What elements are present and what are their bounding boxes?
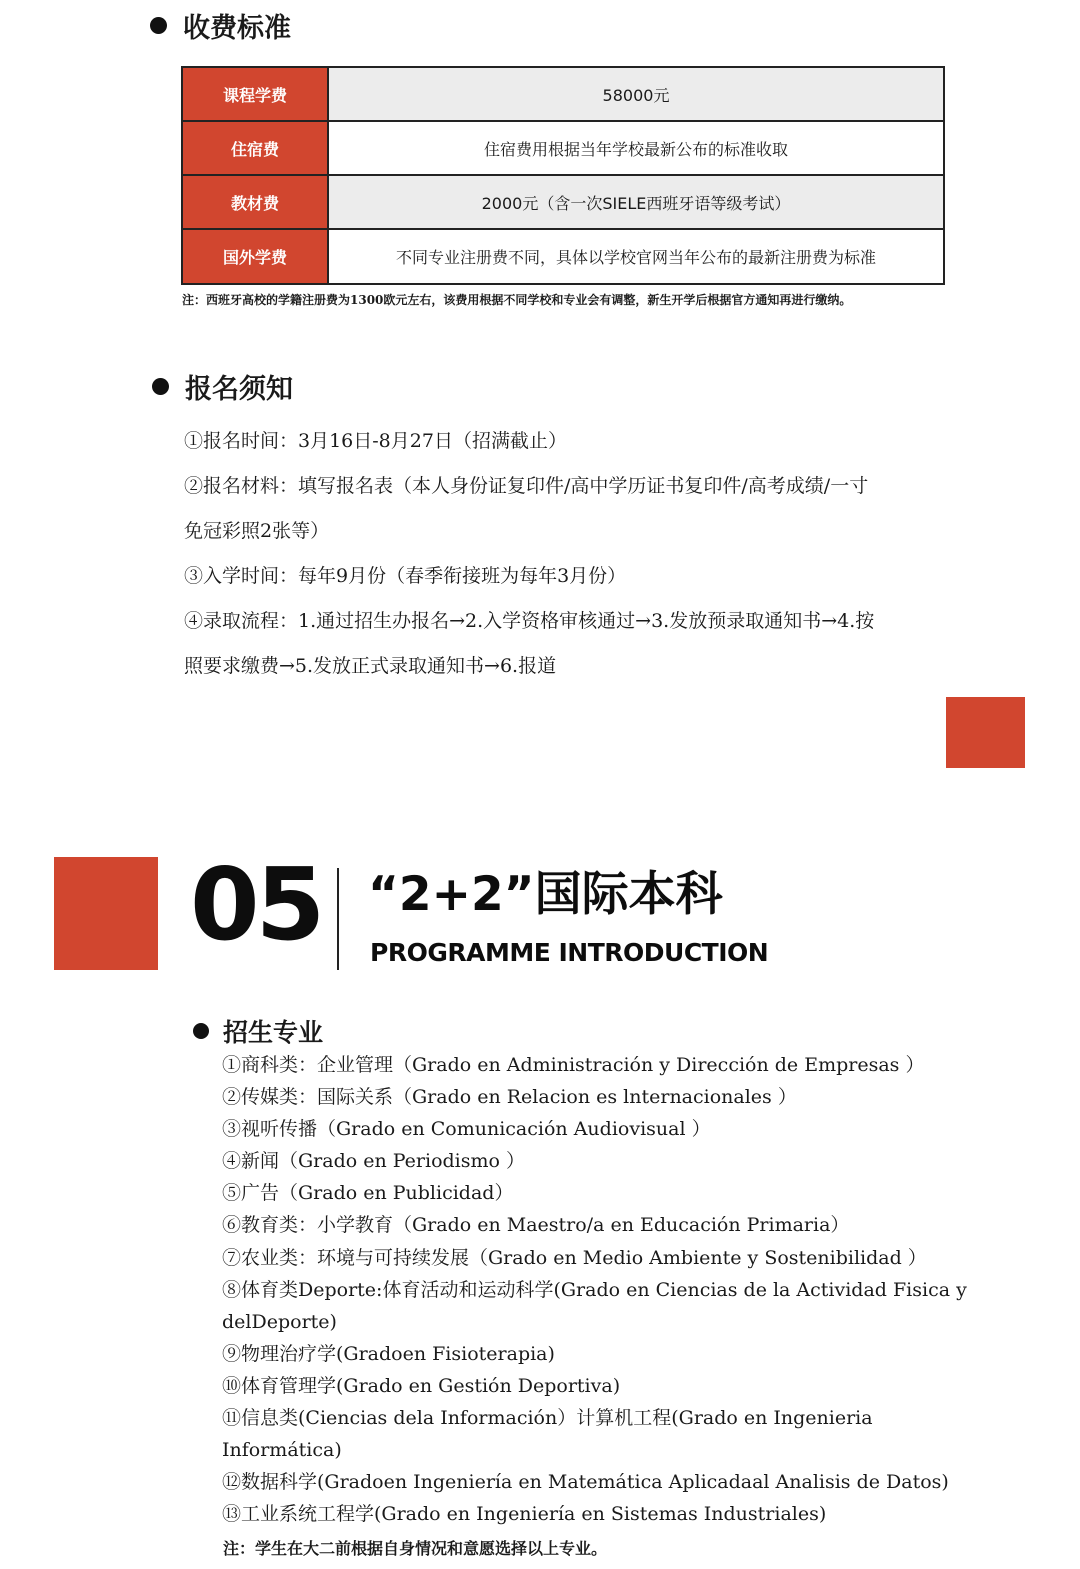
bullet-icon	[152, 378, 169, 395]
major-item: ②传媒类：国际关系（Grado en Relacion es lnternacionales ）	[222, 1086, 797, 1109]
fee-row	[183, 176, 943, 230]
fee-value: 住宿费用根据当年学校最新公布的标准收取	[483, 139, 788, 159]
registration-line: ②报名材料：填写报名表（本人身份证复印件/高中学历证书复印件/高考成绩/一寸	[184, 475, 869, 497]
registration-heading-text: 报名须知	[185, 374, 293, 405]
major-item: ⑨物理治疗学(Gradoen Fisioterapia)	[222, 1342, 555, 1365]
fees-heading-text: 收费标准	[183, 13, 291, 44]
major-item: ⑤广告（Grado en Publicidad）	[222, 1182, 514, 1205]
fee-value: 2000元（含一次SIELE西班牙语等级考试）	[329, 176, 943, 228]
registration-line: ③入学时间：每年9月份（春季衔接班为每年3月份）	[184, 565, 627, 587]
major-item: ⑧体育类Deporte:体育活动和运动科学(Grado en Ciencias de la Actividad Fisica y delDeporte)	[222, 1278, 967, 1333]
decor-block-right	[946, 697, 1025, 768]
major-item: ①商科类：企业管理（Grado en Administración y Dirección de Empresas ）	[222, 1054, 925, 1076]
fee-note: 注：西班牙高校的学籍注册费为1300欧元左右，该费用根据不同学校和专业会有调整，新生开学后根据官方通知再进行缴纳。	[182, 293, 852, 307]
major-list	[222, 1049, 982, 1530]
major-item: ③视听传播（Grado en Comunicación Audiovisual ）	[222, 1118, 711, 1141]
major-item: ⑥教育类：小学教育（Grado en Maestro/a en Educación Primaria）	[222, 1214, 850, 1237]
registration-heading	[152, 367, 293, 406]
registration-line: 免冠彩照2张等）	[184, 520, 330, 542]
major-item: ⑦农业类：环境与可持续发展（Grado en Medio Ambiente y Sostenibilidad ）	[222, 1246, 927, 1269]
major-item: ⑬工业系统工程学(Grado en Ingeniería en Sistemas Industriales)	[222, 1503, 827, 1526]
majors-heading-text: 招生专业	[223, 1018, 324, 1047]
fee-row	[183, 230, 943, 283]
fee-value: 不同专业注册费不同，具体以学校官网当年公布的最新注册费为标准	[395, 248, 876, 267]
fee-label: 国外学费	[183, 230, 329, 283]
registration-line: ④录取流程：1.通过招生办报名→2.入学资格审核通过→3.发放预录取通知书→4.按	[184, 610, 875, 632]
fee-label: 教材费	[183, 176, 329, 228]
registration-line: 照要求缴费→5.发放正式录取通知书→6.报道	[184, 655, 557, 677]
fee-label: 课程学费	[183, 68, 329, 120]
fees-heading	[150, 6, 291, 45]
fee-row	[183, 68, 943, 122]
registration-line: ①报名时间：3月16日-8月27日（招满截止）	[184, 430, 567, 452]
fee-row	[183, 122, 943, 176]
major-item: ⑪信息类(Ciencias dela Información）计算机工程(Grado en Ingenieria Informática)	[222, 1407, 873, 1462]
bullet-icon	[193, 1023, 209, 1039]
fee-value: 58000元	[329, 68, 943, 120]
majors-note: 注：学生在大二前根据自身情况和意愿选择以上专业。	[223, 1539, 608, 1558]
bullet-icon	[150, 17, 167, 34]
major-item: ④新闻（Grado en Periodismo ）	[222, 1150, 526, 1173]
section-divider	[337, 868, 339, 970]
section-title: “2+2”国际本科	[368, 867, 723, 922]
major-item: ⑫数据科学(Gradoen Ingeniería en Matemática Aplicadaal Analisis de Datos)	[222, 1471, 949, 1494]
section-subtitle: PROGRAMME INTRODUCTION	[370, 938, 769, 967]
fee-label: 住宿费	[183, 122, 329, 174]
majors-heading	[193, 1013, 323, 1049]
major-item: ⑩体育管理学(Grado en Gestión Deportiva)	[222, 1374, 621, 1397]
fee-table	[181, 66, 945, 285]
decor-block-left	[54, 857, 158, 970]
section-number: 05	[190, 846, 322, 963]
